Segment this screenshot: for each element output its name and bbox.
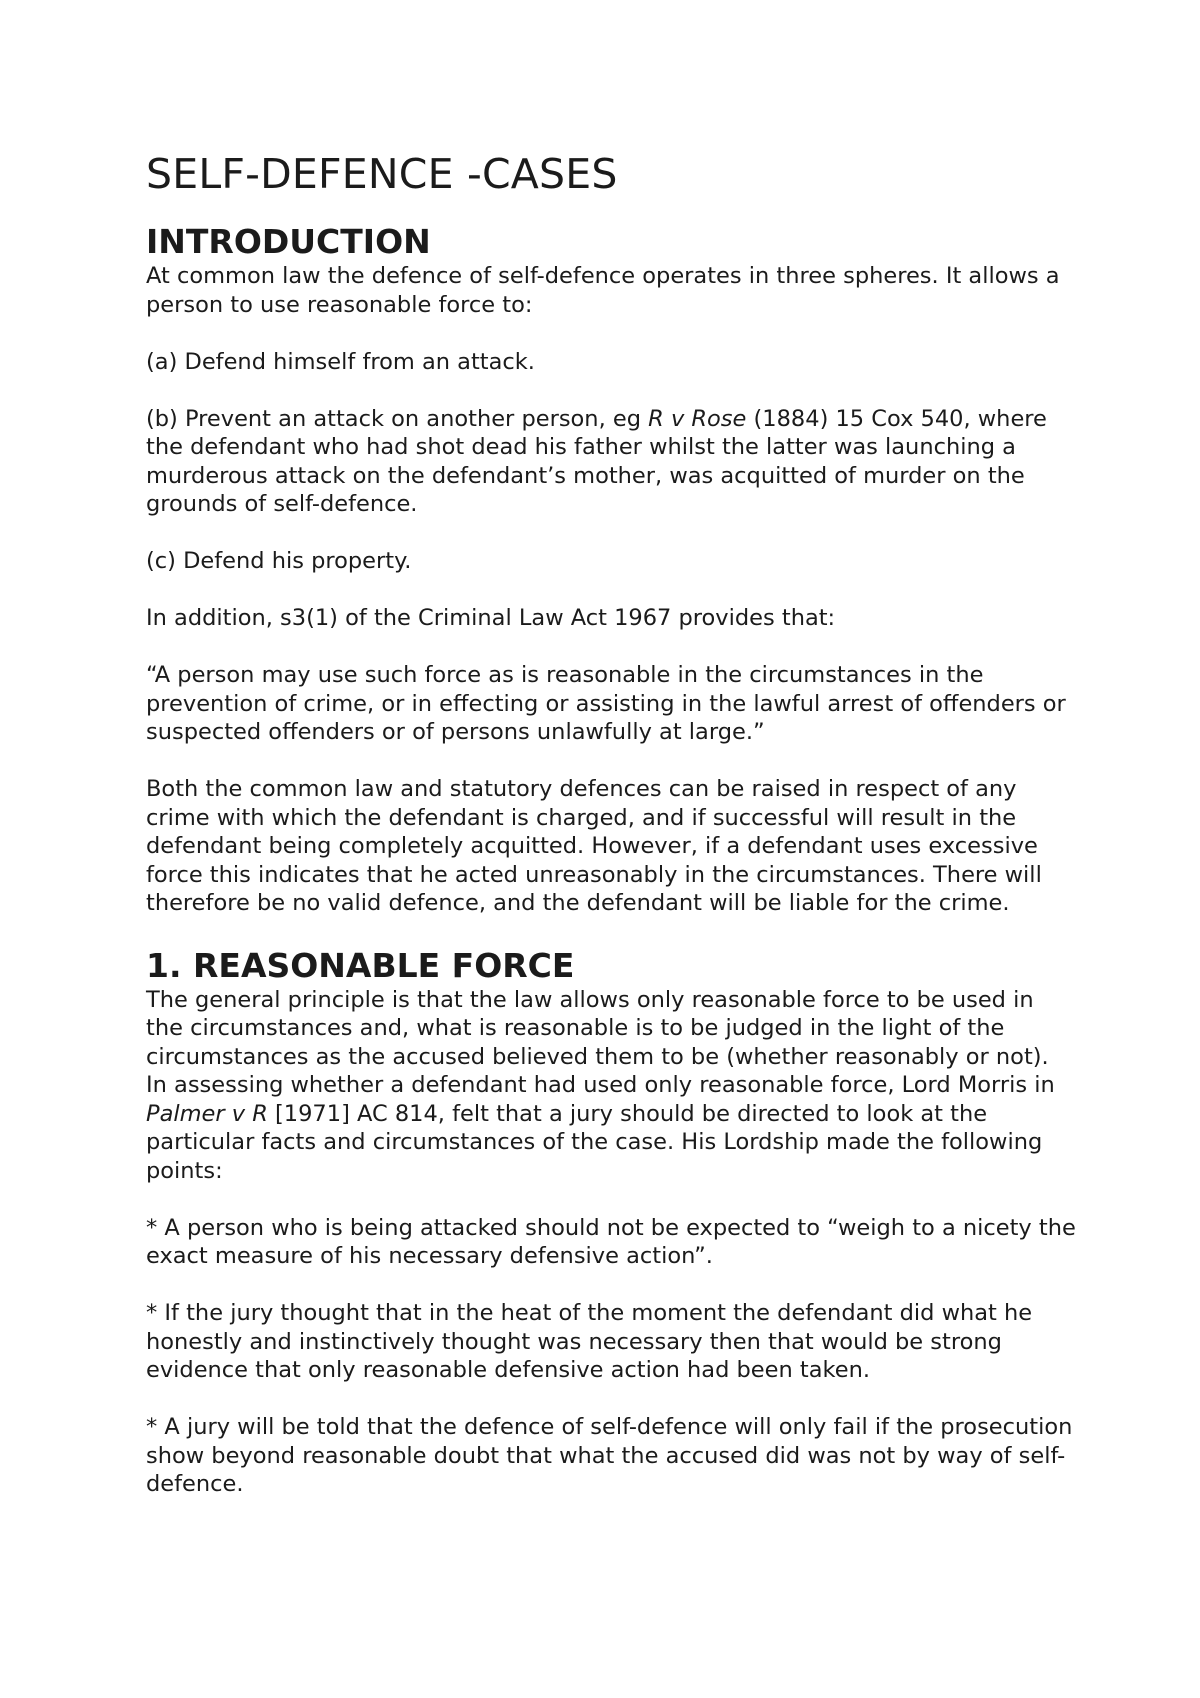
- general-principle-text-end: [1971] AC 814, felt that a jury should be directed to look at the particular facts and circumstances of the case. His Lordship made the following points:: [146, 1100, 1043, 1184]
- point-item-1: * A person who is being attacked should not be expected to “weigh to a nicety the exact measure of his necessary defensive action”.: [146, 1214, 1076, 1269]
- case-name-r-v-rose: R v Rose: [648, 405, 747, 432]
- statute-quote: “A person may use such force as is reasonable in the circumstances in the prevention of crime, or in effecting or assisting in the lawful arrest of offenders or suspected offenders or of persons unlawfully at large.”: [146, 662, 1066, 745]
- point-item-3: * A jury will be told that the defence of self-defence will only fail if the prosecution show beyond reasonable doubt that what the accused did was not by way of self-defence.: [146, 1414, 1073, 1497]
- page-title: SELF-DEFENCE -CASES: [146, 150, 618, 198]
- document-page: [146, 146, 1076, 1499]
- list-item-b: [146, 405, 1076, 519]
- point-item-2: * If the jury thought that in the heat of the moment the defendant did what he honestly and instinctively thought was necessary then that would be strong evidence that only reasonable defensive action had been taken.: [146, 1300, 1033, 1383]
- general-principle-paragraph: [146, 986, 1076, 1186]
- defences-paragraph: Both the common law and statutory defences can be raised in respect of any crime with which the defendant is charged, and if successful will result in the defendant being completely acquitted. However, if a defendant uses excessive force this indicates that he acted unreasonably in the circumstances. There will therefore be no valid defence, and the defendant will be liable for the crime.: [146, 776, 1042, 916]
- reasonable-force-heading: 1. REASONABLE FORCE: [146, 945, 575, 985]
- list-item-b-text-start: (b) Prevent an attack on another person, eg: [146, 405, 649, 432]
- list-item-a: (a) Defend himself from an attack.: [146, 348, 535, 375]
- intro-paragraph: At common law the defence of self-defence operates in three spheres. It allows a person to use reasonable force to:: [146, 263, 1060, 318]
- introduction-heading: INTRODUCTION: [146, 222, 431, 261]
- case-name-palmer-v-r: Palmer v R: [146, 1100, 268, 1127]
- statute-paragraph: In addition, s3(1) of the Criminal Law Act 1967 provides that:: [146, 605, 836, 631]
- general-principle-text-start: The general principle is that the law allows only reasonable force to be used in the circumstances and, what is reasonable is to be judged in the light of the circumstances as the accused believed them to be (whether reasonably or not). In assessing whether a defendant had used only reasonable force, Lord Morris in: [146, 986, 1055, 1098]
- list-item-c: (c) Defend his property.: [146, 548, 412, 574]
- list-item-b-text-end: (1884) 15 Cox 540, where the defendant who had shot dead his father whilst the latter was launching a murderous attack on the defendant’s mother, was acquitted of murder on the grounds of self-defence.: [146, 405, 1047, 517]
